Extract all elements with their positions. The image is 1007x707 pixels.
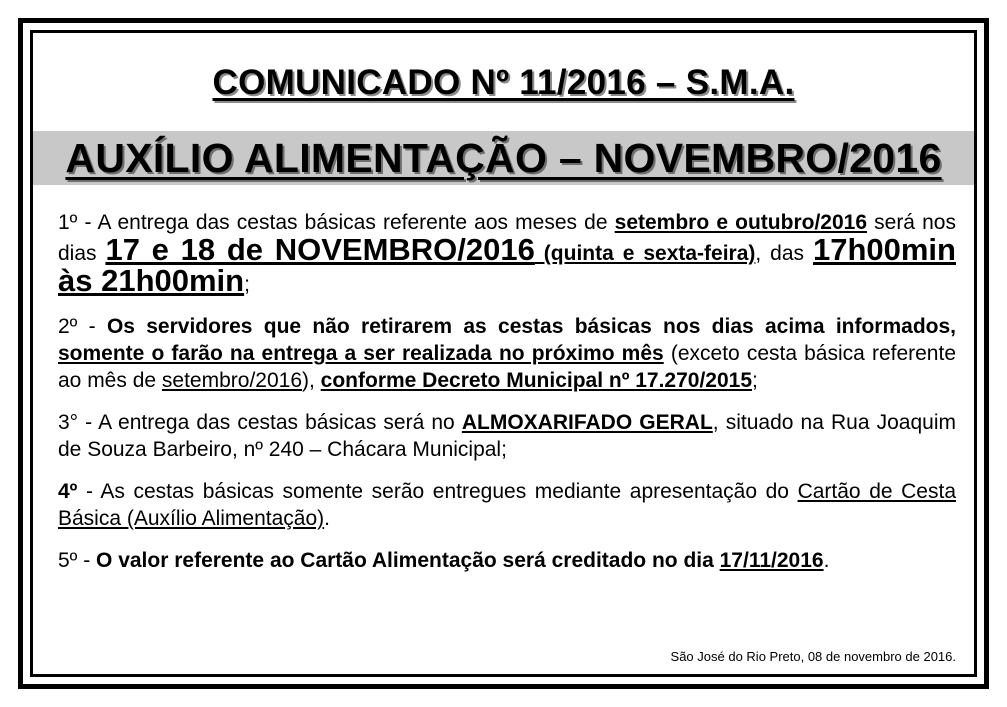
- footer-date: São José do Rio Preto, 08 de novembro de 2016.: [670, 649, 956, 664]
- text: ),: [302, 369, 321, 392]
- card-text: Cartão de Cesta Básica (Auxílio Alimentação): [58, 480, 957, 530]
- credit-date: 17/11/2016: [719, 549, 824, 572]
- paragraph-1: [58, 209, 956, 298]
- text: , das: [755, 242, 813, 265]
- text: .: [823, 549, 830, 572]
- document-body: [58, 209, 956, 589]
- months-text: setembro e outubro/2016: [614, 211, 867, 234]
- bold-underlined-text: somente o farão na entrega a ser realizada no próximo mês: [58, 342, 664, 365]
- bold-text: O valor referente ao Cartão Alimentação será creditado no dia: [96, 549, 720, 572]
- item-number: 5º: [58, 549, 78, 572]
- text: será nos dias: [58, 211, 956, 265]
- paragraph-3: [58, 409, 956, 463]
- month-text: setembro/2016: [161, 369, 302, 392]
- delivery-days: 17 e 18 de NOVEMBRO/2016: [105, 232, 535, 267]
- text: - As cestas básicas somente serão entregues mediante apresentação do: [77, 480, 798, 503]
- text: ;: [752, 369, 758, 392]
- text: -: [77, 549, 97, 572]
- document-subtitle: AUXÍLIO ALIMENTAÇÃO – NOVEMBRO/2016: [65, 135, 942, 181]
- document-frame: [18, 18, 989, 689]
- paragraph-5: [58, 547, 956, 574]
- text: .: [324, 507, 330, 530]
- document-inner-frame: [30, 30, 977, 677]
- place-text: ALMOXARIFADO GERAL: [461, 411, 713, 434]
- item-number: 3°: [58, 411, 79, 434]
- delivery-time: 17h00min às 21h00min: [58, 232, 956, 298]
- paragraph-4: [58, 478, 956, 532]
- decree-text: conforme Decreto Municipal nº 17.270/2015: [320, 369, 753, 392]
- text: - A entrega das cestas básicas será no: [78, 411, 462, 434]
- text: - A entrega das cestas básicas referente aos meses de: [77, 211, 615, 234]
- item-number: 4º: [58, 480, 78, 503]
- bold-text: Os servidores que não retirarem as cestas básicas nos dias acima informados,: [106, 315, 956, 338]
- paragraph-2: [58, 313, 956, 394]
- text: -: [77, 315, 107, 338]
- text: ;: [244, 273, 250, 296]
- item-number: 1º: [58, 211, 78, 234]
- item-number: 2º: [58, 315, 78, 338]
- weekdays-text: (quinta e sexta-feira): [534, 242, 756, 265]
- document-title: COMUNICADO Nº 11/2016 – S.M.A.: [212, 63, 795, 102]
- text: (exceto cesta básica referente ao mês de: [58, 342, 957, 392]
- text: , situado na Rua Joaquim de Souza Barbeiro, nº 240 – Chácara Municipal;: [58, 411, 956, 461]
